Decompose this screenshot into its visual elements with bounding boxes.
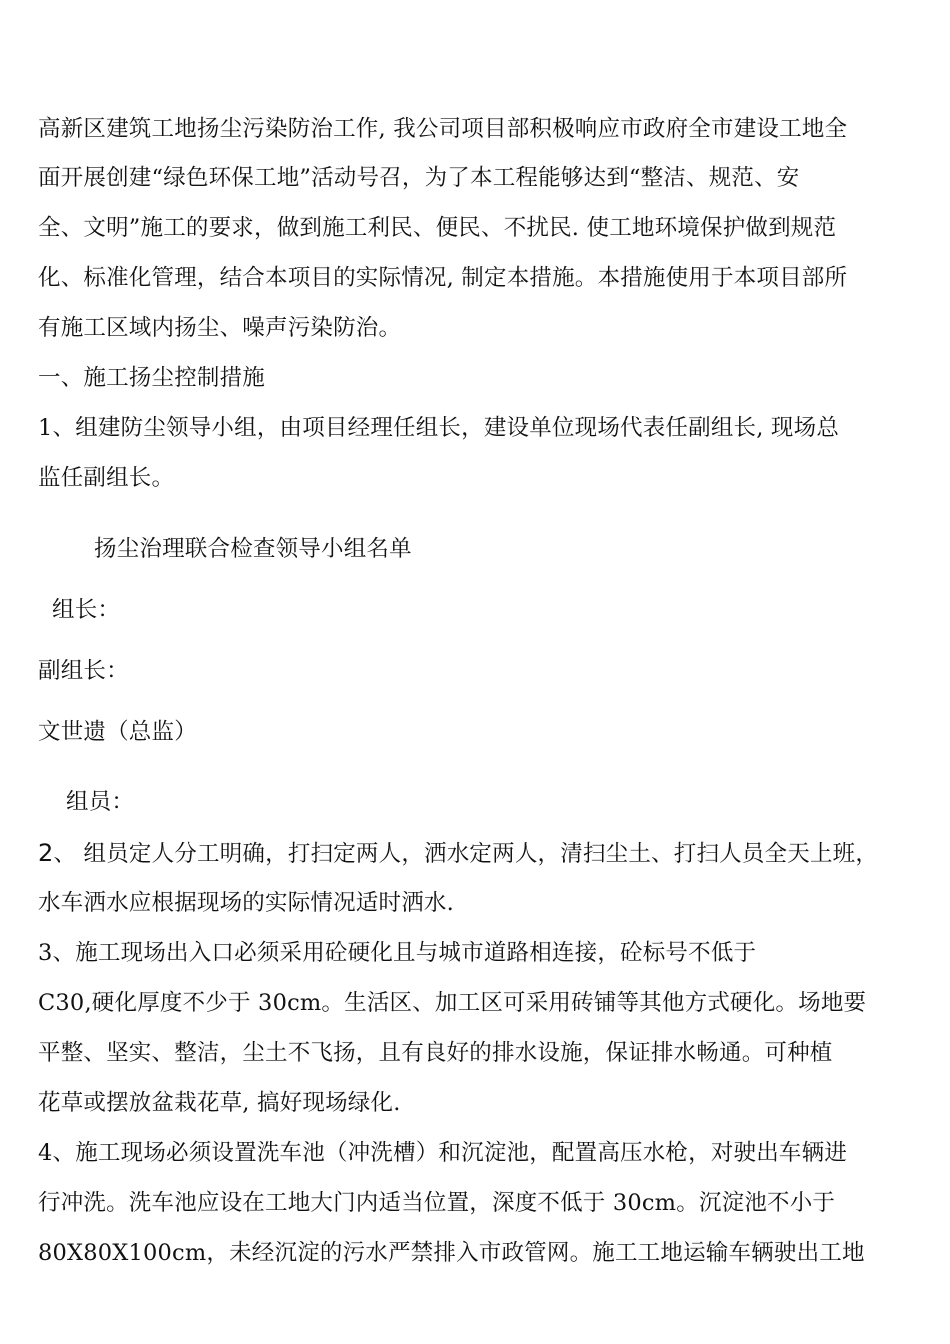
section-heading: 一、施工扬尘控制措施 (38, 365, 266, 391)
item4-line-3: 80X80X100cm，未经沉淀的污水严禁排入市政管网。施工工地运输车辆驶出工地 (38, 1240, 865, 1266)
intro-line-4: 化、标准化管理，结合本项目的实际情况, 制定本措施。本措施使用于本项目部所 (38, 265, 848, 291)
intro-line-1: 高新区建筑工地扬尘污染防治工作, 我公司项目部积极响应市政府全市建设工地全 (38, 116, 848, 142)
item3-line-3: 平整、坚实、整洁，尘土不飞扬，且有良好的排水设施，保证排水畅通。可种植 (38, 1040, 833, 1066)
item4-line-1: 4、施工现场必须设置洗车池（冲洗槽）和沉淀池，配置高压水枪，对驶出车辆进 (38, 1140, 848, 1166)
item4-line-2: 行冲洗。洗车池应设在工地大门内适当位置，深度不低于 30cm。沉淀池不小于 (38, 1190, 836, 1216)
leader-label: 组长： (52, 597, 121, 623)
item2-text: 、 组员定人分工明确，打扫定两人，洒水定两人，清扫尘土、打扫人员全天上班， (53, 841, 879, 867)
item2-line-1 (38, 838, 878, 869)
item2-line-2: 水车洒水应根据现场的实际情况适时洒水. (38, 890, 454, 916)
intro-line-3: 全、文明”施工的要求，做到施工利民、便民、不扰民. 使工地环境保护做到规范 (38, 215, 837, 241)
item3-line-1: 3、施工现场出入口必须采用砼硬化且与城市道路相连接，砼标号不低于 (38, 940, 757, 966)
group-list-heading: 扬尘治理联合检查领导小组名单 (94, 536, 412, 562)
intro-line-5: 有施工区域内扬尘、噪声污染防治。 (38, 315, 402, 341)
deputy-name: 文世遗（总监） (38, 719, 197, 745)
item1-line-2: 监任副组长。 (38, 465, 175, 491)
item2-number: 2 (38, 839, 54, 867)
deputy-label: 副组长： (38, 658, 129, 684)
intro-line-2: 面开展创建“绿色环保工地”活动号召，为了本工程能够达到“整洁、规范、安 (38, 165, 800, 191)
item1-line-1: 1、组建防尘领导小组，由项目经理任组长，建设单位现场代表任副组长, 现场总 (38, 415, 840, 441)
members-label: 组员： (66, 789, 135, 815)
item3-line-4: 花草或摆放盆栽花草, 搞好现场绿化. (38, 1090, 401, 1116)
item3-line-2: C30,硬化厚度不少于 30cm。生活区、加工区可采用砖铺等其他方式硬化。场地要 (38, 990, 867, 1016)
